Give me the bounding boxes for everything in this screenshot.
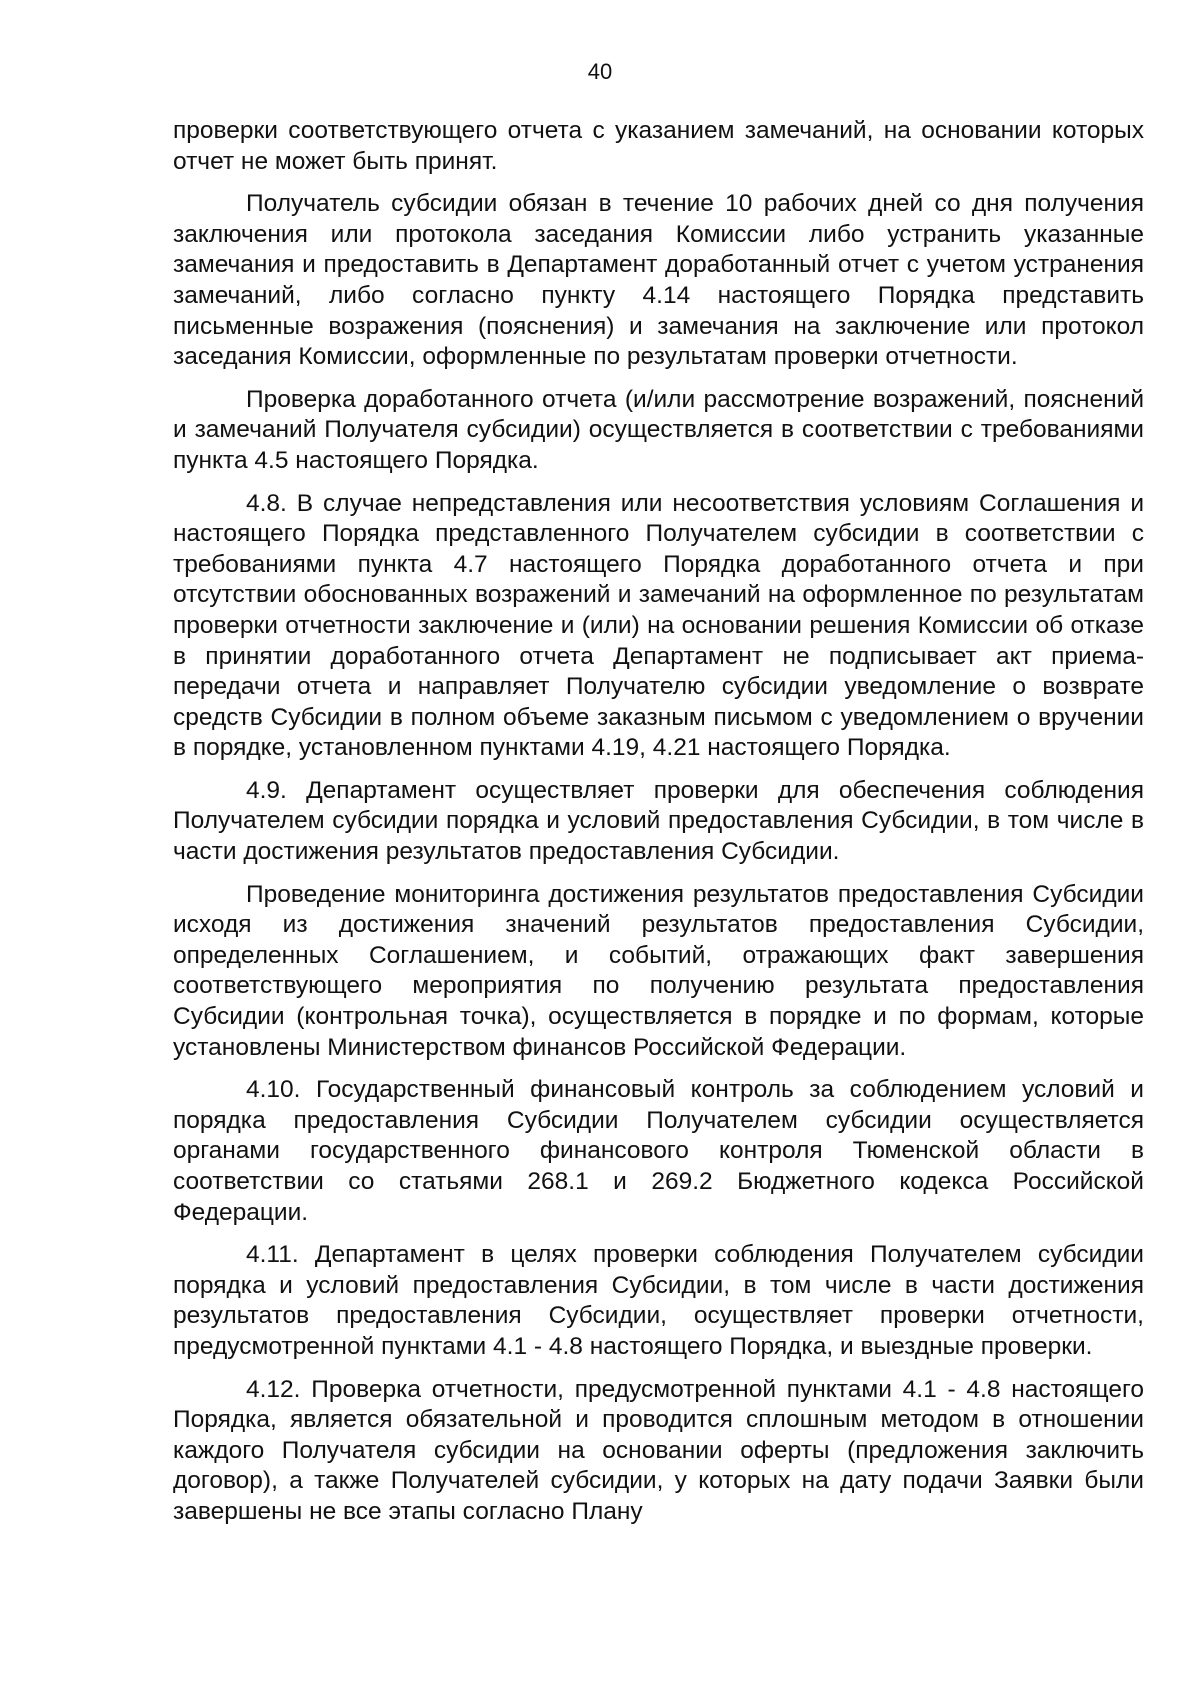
paragraph-4-10: 4.10. Государственный финансовый контроль за соблюдением условий и порядка предоставления Субсидии Получателем субсидии осуществляется органами государственного финансового контроля Тюменской области в соответствии со статьями 268.1 и 269.2 Бюджетного кодекса Российской Федерации.	[173, 1076, 1144, 1226]
paragraph-4-8: 4.8. В случае непредставления или несоответствия условиям Соглашения и настоящего Порядка представленного Получателем субсидии в соответствии с требованиями пункта 4.7 настоящего Порядка доработанного отчета и при отсутствии обоснованных возражений и замечаний на оформленное по результатам проверки отчетности заключение и (или) на основании решения Комиссии об отказе в принятии доработанного отчета Департамент не подписывает акт приема-передачи отчета и направляет Получателю субсидии уведомление о возврате средств Субсидии в полном объеме заказным письмом с уведомлением о вручении в порядке, установленном пунктами 4.19, 4.21 настоящего Порядка.	[173, 489, 1144, 762]
document-body	[173, 116, 1144, 1540]
paragraph-recipient-obligation: Получатель субсидии обязан в течение 10 рабочих дней со дня получения заключения или протокола заседания Комиссии либо устранить указанные замечания и предоставить в Департамент доработанный отчет с учетом устранения замечаний, либо согласно пункту 4.14 настоящего Порядка представить письменные возражения (пояснения) и замечания на заключение или протокол заседания Комиссии, оформленные по результатам проверки отчетности.	[173, 190, 1144, 371]
paragraph-monitoring: Проведение мониторинга достижения результатов предоставления Субсидии исходя из достижения значений результатов предоставления Субсидии, определенных Соглашением, и событий, отражающих факт завершения соответствующего мероприятия по получению результата предоставления Субсидии (контрольная точка), осуществляется в порядке и по формам, которые установлены Министерством финансов Российской Федерации.	[173, 880, 1144, 1061]
paragraph-4-9: 4.9. Департамент осуществляет проверки для обеспечения соблюдения Получателем субсидии порядка и условий предоставления Субсидии, в том числе в части достижения результатов предоставления Субсидии.	[173, 776, 1144, 866]
paragraph-revised-report-check: Проверка доработанного отчета (и/или рассмотрение возражений, пояснений и замечаний Получателя субсидии) осуществляется в соответствии с требованиями пункта 4.5 настоящего Порядка.	[173, 385, 1144, 474]
paragraph-continuation: проверки соответствующего отчета с указанием замечаний, на основании которых отчет не может быть принят.	[173, 117, 1144, 175]
paragraph-4-11: 4.11. Департамент в целях проверки соблюдения Получателем субсидии порядка и условий предоставления Субсидии, в том числе в части достижения результатов предоставления Субсидии, осуществляет проверки отчетности, предусмотренной пунктами 4.1 - 4.8 настоящего Порядка, и выездные проверки.	[173, 1241, 1144, 1360]
paragraph-4-12: 4.12. Проверка отчетности, предусмотренной пунктами 4.1 - 4.8 настоящего Порядка, является обязательной и проводится сплошным методом в отношении каждого Получателя субсидии на основании оферты (предложения заключить договор), а также Получателей субсидии, у которых на дату подачи Заявки были завершены не все этапы согласно Плану	[173, 1375, 1144, 1525]
page-number: 40	[587, 59, 613, 84]
